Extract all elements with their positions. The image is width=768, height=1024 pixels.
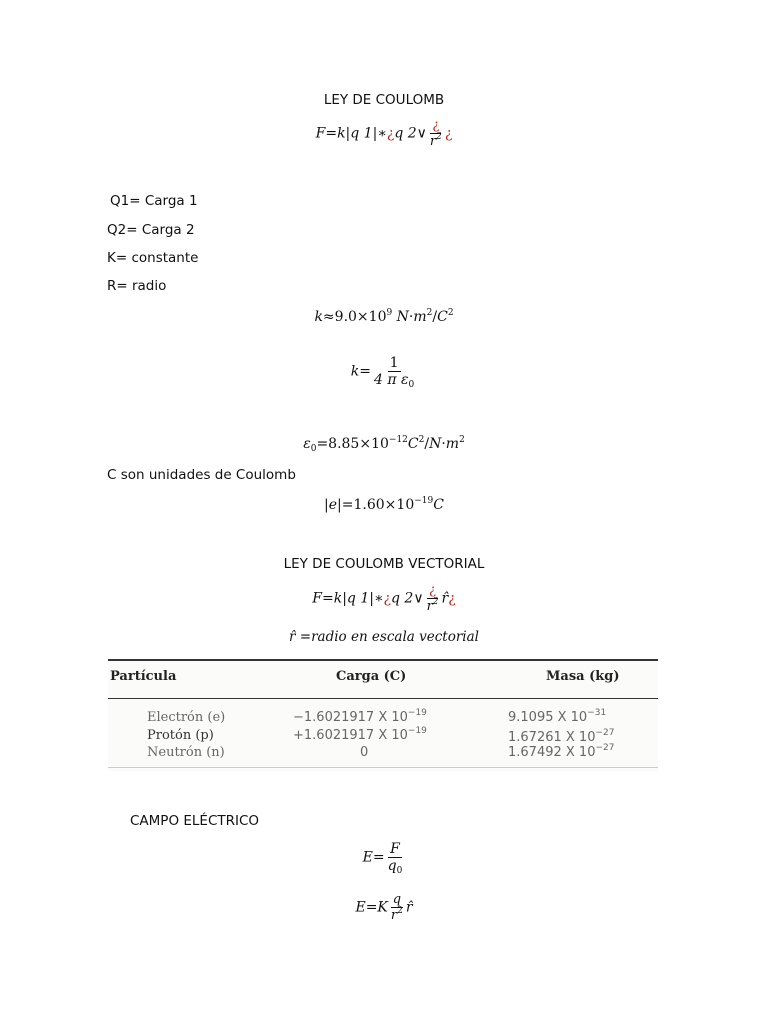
k-value-formula: $k\approx 9.0\times 10^9$ $N\cdot m^2/C^2$ <box>314 308 454 325</box>
row-electron-charge: −1.6021917 X $10^{-19}$ <box>293 708 427 725</box>
row-neutron-charge: 0 <box>360 745 369 760</box>
electric-field-title: CAMPO ELÉCTRICO <box>130 813 260 829</box>
row-proton-name: Protón (p) <box>147 728 214 743</box>
definition-q1: Q1= Carga 1 <box>110 193 198 209</box>
row-proton-charge: +1.6021917 X $10^{-19}$ <box>293 726 427 743</box>
coulomb-title: LEY DE COULOMB <box>323 92 445 108</box>
table-bottom-rule <box>108 767 658 768</box>
table-header-rule <box>108 698 658 699</box>
table-top-rule <box>108 659 658 661</box>
vectorial-formula: F=k|q 1|∗¿q 2∨ $\frac{¿}{r^2}$ r̂¿ <box>312 583 456 614</box>
table-header-mass: Masa (kg) <box>546 669 620 684</box>
row-electron-mass: 9.1095 X $10^{-31}$ <box>508 708 607 725</box>
epsilon-formula: $\varepsilon_0=8.85\times 10^{-12}C^2/N\cdot m^2$ <box>303 435 465 454</box>
definition-r: R= radio <box>107 278 167 294</box>
vectorial-title: LEY DE COULOMB VECTORIAL <box>283 556 485 572</box>
table-header-particle: Partícula <box>110 669 177 684</box>
row-electron-name: Electrón (e) <box>147 710 226 725</box>
electron-charge-formula: $|e|=1.60\times 10^{-19}C$ <box>324 496 444 513</box>
row-neutron-name: Neutrón (n) <box>147 745 225 760</box>
units-note: C son unidades de Coulomb <box>107 467 296 483</box>
table-header-charge: Carga (C) <box>336 669 407 684</box>
electric-field-formula-2: E=K $\frac{q}{r^2}$ r̂ <box>355 892 413 923</box>
row-proton-mass: 1.67261 X $10^{-27}$ <box>508 728 615 745</box>
definition-q2: Q2= Carga 2 <box>107 222 195 238</box>
rhat-note: r̂ =radio en escala vectorial <box>289 629 479 645</box>
definition-k: K= constante <box>107 250 199 266</box>
electric-field-formula-1: E= $\frac{F}{q_0}$ <box>362 841 403 876</box>
coulomb-formula: F=k|q 1|∗¿q 2∨ $\frac{¿}{r^2}$ ¿ <box>315 118 453 149</box>
k-coulomb-constant-formula: k= $\frac{1}{4 \pi \varepsilon_0}$ <box>350 355 415 390</box>
row-neutron-mass: 1.67492 X $10^{-27}$ <box>508 743 615 760</box>
